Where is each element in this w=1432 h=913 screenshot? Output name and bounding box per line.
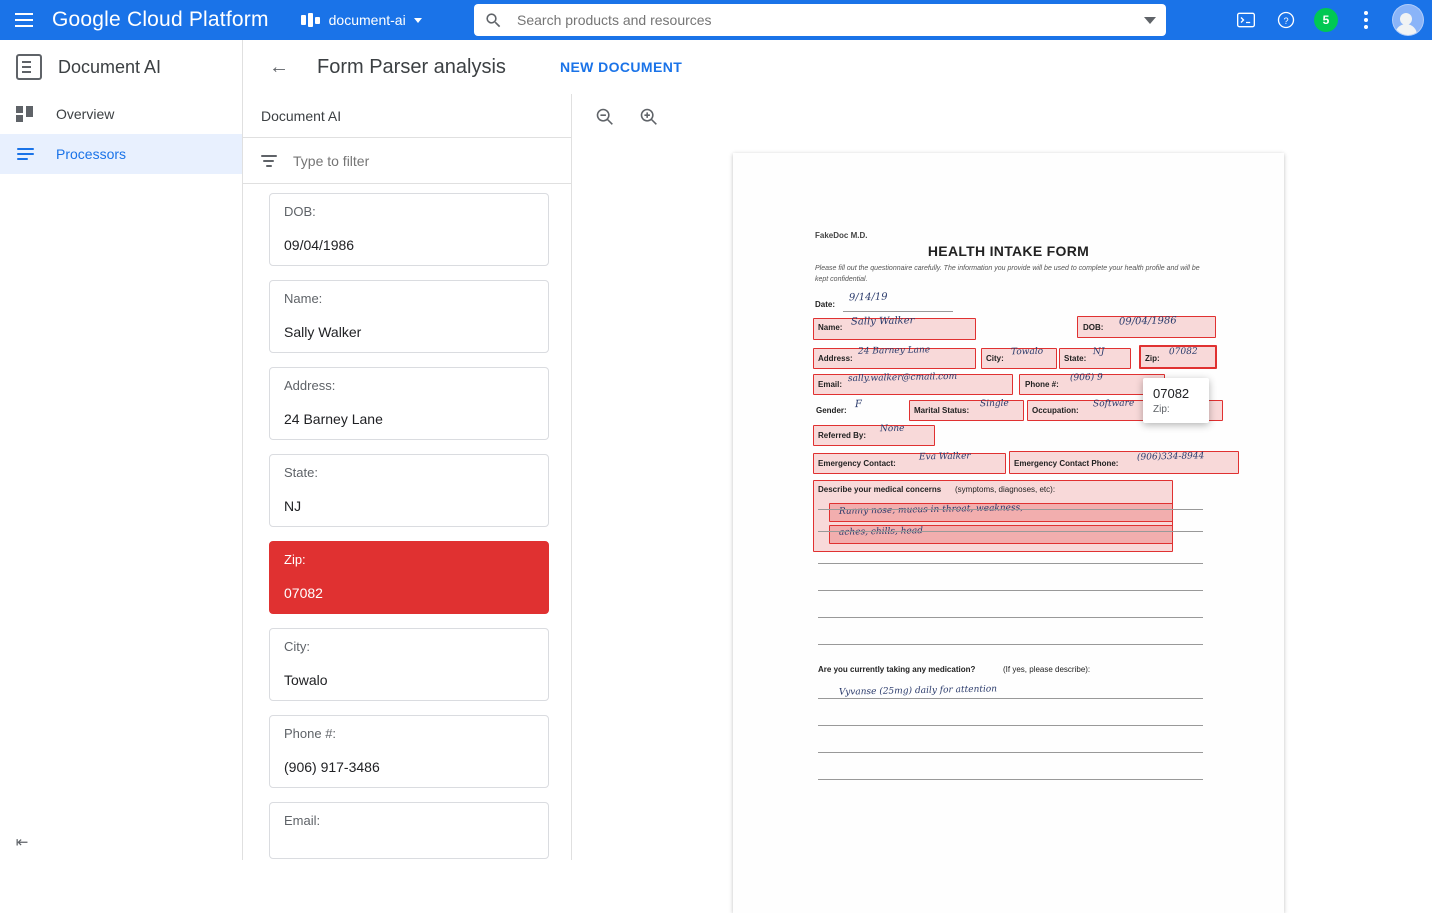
document-viewer	[572, 94, 1432, 860]
doc-clinic-name: FakeDoc M.D.	[815, 231, 868, 240]
grid-icon	[16, 104, 36, 124]
entity-key: Address:	[284, 378, 336, 393]
doc-rule	[818, 563, 1203, 564]
entity-filter-row[interactable]	[243, 138, 571, 184]
sidebar-item-processors[interactable]	[0, 134, 242, 174]
doc-rule	[818, 531, 1203, 532]
doc-value-email: sally.walker@cmail.com	[847, 371, 958, 385]
doc-label-medication: Are you currently taking any medication?	[818, 665, 976, 674]
doc-value-state: NJ	[1092, 346, 1105, 358]
document-content	[733, 153, 1284, 853]
entity-card-dob[interactable]	[269, 193, 549, 266]
doc-rule	[818, 644, 1203, 645]
entity-panel	[243, 94, 572, 860]
doc-rule	[818, 698, 1203, 699]
entity-value: Towalo	[284, 672, 328, 688]
entity-key: Phone #:	[284, 726, 337, 741]
doc-title: HEALTH INTAKE FORM	[927, 243, 1090, 259]
doc-label-city: City:	[986, 354, 1004, 363]
sidebar-item-label: Processors	[56, 146, 127, 162]
entity-value: NJ	[284, 498, 302, 514]
avatar[interactable]	[1392, 4, 1424, 36]
kebab-icon[interactable]	[1348, 2, 1384, 38]
entity-key: DOB:	[284, 204, 316, 219]
project-icon	[301, 13, 321, 27]
back-arrow-icon[interactable]: ←	[269, 55, 289, 78]
search-bar[interactable]	[474, 4, 1166, 36]
doc-label-state: State:	[1064, 354, 1087, 363]
project-name: document-ai	[328, 12, 406, 28]
doc-label-name: Name:	[818, 323, 843, 332]
doc-value-concerns-1: Runny nose, mucus in throat, weakness,	[838, 503, 1024, 517]
search-dropdown-icon[interactable]	[1144, 17, 1156, 24]
sidebar-item-label: Overview	[56, 106, 115, 122]
entity-card-city[interactable]	[269, 628, 549, 701]
entity-card-address[interactable]	[269, 367, 549, 440]
list-icon	[16, 144, 36, 164]
new-document-button[interactable]: NEW DOCUMENT	[559, 59, 683, 75]
entity-key: City:	[284, 639, 310, 654]
doc-rule	[818, 509, 1203, 510]
entity-panel-heading: Document AI	[243, 94, 571, 138]
doc-value-concerns-2: aches, chills, head	[838, 526, 924, 538]
brand-title: Google Cloud Platform	[52, 8, 269, 31]
doc-value-dob: 09/04/1986	[1118, 315, 1177, 328]
zoom-in-icon[interactable]	[636, 104, 662, 130]
content-header	[243, 40, 1432, 94]
doc-value-name: Sally Walker	[850, 315, 915, 328]
doc-label-gender: Gender:	[816, 406, 847, 415]
entity-value: 09/04/1986	[284, 237, 355, 253]
search-input[interactable]	[515, 11, 1136, 29]
doc-value-phone: (906) 9	[1069, 372, 1103, 384]
filter-icon	[261, 154, 277, 168]
notification-badge[interactable]	[1308, 2, 1344, 38]
doc-rule	[818, 590, 1203, 591]
doc-label-emergency: Emergency Contact:	[818, 459, 896, 468]
doc-label-address: Address:	[818, 354, 853, 363]
project-selector[interactable]	[295, 4, 428, 36]
doc-value-date: 9/14/19	[848, 291, 888, 304]
doc-value-emergency: Eva Walker	[918, 451, 971, 463]
entity-value: 24 Barney Lane	[284, 411, 383, 427]
doc-value-zip: 07082	[1168, 346, 1198, 358]
tooltip-key: Zip:	[1153, 404, 1170, 415]
document-page[interactable]	[733, 153, 1284, 913]
sidebar-item-overview[interactable]	[0, 94, 242, 134]
viewer-toolbar	[572, 94, 1432, 140]
doc-hint-concerns: (symptoms, diagnoses, etc):	[955, 485, 1056, 494]
entity-card-zip[interactable]	[269, 541, 549, 614]
doc-value-occupation: Software	[1092, 398, 1135, 410]
search-icon	[484, 11, 503, 30]
doc-value-gender: F	[854, 398, 863, 411]
entity-value: Sally Walker	[284, 324, 362, 340]
doc-label-concerns: Describe your medical concerns	[818, 485, 942, 494]
doc-value-medication: Vyvanse (25mg) daily for attention	[838, 684, 998, 698]
doc-label-referred: Referred By:	[818, 431, 867, 440]
page-title: Form Parser analysis	[317, 55, 506, 78]
entity-card-email[interactable]	[269, 802, 549, 859]
doc-label-zip: Zip:	[1145, 354, 1160, 363]
doc-hint-medication: (If yes, please describe):	[1003, 665, 1091, 674]
doc-label-date: Date:	[815, 300, 836, 309]
doc-value-emergency-phone: (906)334-8944	[1136, 451, 1205, 463]
doc-value-referred: None	[879, 423, 905, 435]
doc-rule	[818, 617, 1203, 618]
tooltip-value: 07082	[1153, 386, 1190, 401]
filter-input[interactable]	[291, 152, 531, 170]
doc-label-occupation: Occupation:	[1032, 406, 1079, 415]
doc-label-phone: Phone #:	[1025, 380, 1059, 389]
terminal-icon[interactable]	[1228, 2, 1264, 38]
svg-text:?: ?	[1283, 15, 1289, 26]
zoom-out-icon[interactable]	[592, 104, 618, 130]
entity-key: Email:	[284, 813, 321, 828]
product-title-row	[0, 40, 242, 94]
collapse-nav-button[interactable]: ⇤	[15, 834, 29, 851]
product-title: Document AI	[58, 56, 162, 77]
top-app-bar	[0, 0, 1432, 40]
entity-value: 07082	[284, 585, 323, 601]
notification-count: 5	[1314, 8, 1338, 32]
doc-label-dob: DOB:	[1083, 323, 1104, 332]
entity-card-state[interactable]	[269, 454, 549, 527]
doc-value-marital: Single	[979, 398, 1009, 410]
doc-value-address: 24 Barney Lane	[857, 345, 931, 357]
doc-value-city: Towalo	[1010, 346, 1044, 358]
document-ai-icon	[16, 54, 42, 80]
entity-key: Name:	[284, 291, 323, 306]
doc-rule	[818, 752, 1203, 753]
chevron-down-icon	[414, 18, 422, 23]
doc-label-emergency-phone: Emergency Contact Phone:	[1014, 459, 1119, 468]
hamburger-icon[interactable]	[0, 0, 48, 40]
entity-tooltip	[1143, 378, 1209, 423]
doc-subtitle: Please fill out the questionnaire carefully. The information you provide will be used to complete your health profile and will be kept confidential.	[815, 265, 1200, 283]
entity-list[interactable]	[243, 185, 571, 860]
left-navigation	[0, 40, 243, 860]
help-icon[interactable]	[1268, 2, 1304, 38]
doc-rule	[818, 725, 1203, 726]
entity-key: Zip:	[284, 552, 306, 567]
doc-label-marital: Marital Status:	[914, 406, 970, 415]
top-actions	[1228, 0, 1424, 40]
entity-key: State:	[284, 465, 318, 480]
doc-label-email: Email:	[818, 380, 843, 389]
entity-card-name[interactable]	[269, 280, 549, 353]
doc-rule	[818, 779, 1203, 780]
entity-value: (906) 917-3486	[284, 759, 380, 775]
doc-rule	[843, 311, 953, 312]
entity-card-phone[interactable]	[269, 715, 549, 788]
